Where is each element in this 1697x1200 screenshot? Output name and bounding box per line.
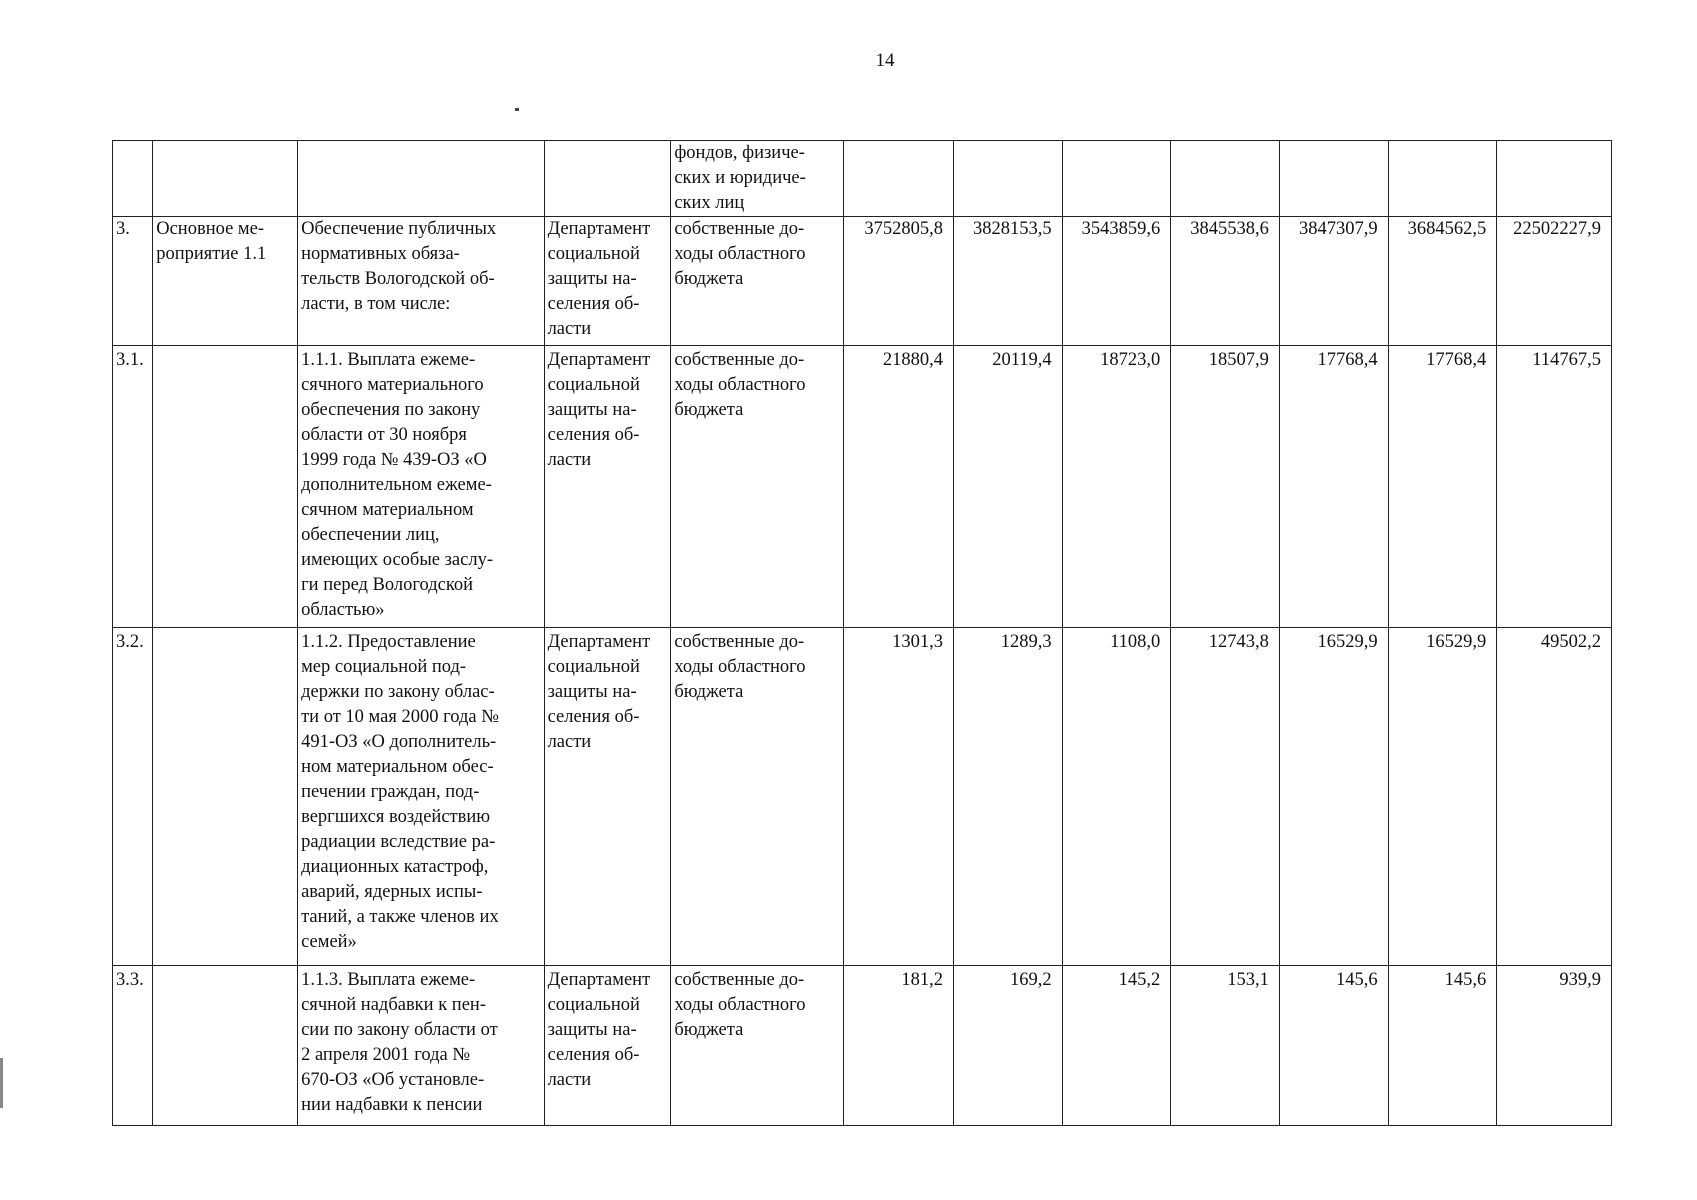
binding-mark bbox=[0, 1058, 3, 1108]
total-value-cell: 49502,2 bbox=[1497, 628, 1612, 966]
executor-cell: Департамент социальной защиты на- селения об- ласти bbox=[544, 628, 671, 966]
value-cell bbox=[954, 141, 1063, 217]
value-cell: 1289,3 bbox=[954, 628, 1063, 966]
value-cell: 181,2 bbox=[844, 966, 954, 1126]
value-cell: 145,2 bbox=[1062, 966, 1171, 1126]
program-funding-table bbox=[112, 140, 1612, 1126]
event-title-cell: 1.1.3. Выплата ежеме- сячной надбавки к пен- сии по закону области от 2 апреля 2001 года № 670-ОЗ «Об установле- нии надбавки к пенсии bbox=[298, 966, 544, 1126]
row-number-cell bbox=[113, 141, 153, 217]
value-cell: 16529,9 bbox=[1279, 628, 1388, 966]
value-cell: 3845538,6 bbox=[1171, 217, 1280, 346]
total-value-cell: 114767,5 bbox=[1497, 346, 1612, 628]
value-cell bbox=[844, 141, 954, 217]
total-value-cell bbox=[1497, 141, 1612, 217]
table-row bbox=[113, 346, 1612, 628]
value-cell: 16529,9 bbox=[1388, 628, 1497, 966]
table-row bbox=[113, 217, 1612, 346]
table-row bbox=[113, 628, 1612, 966]
funding-source-cell: фондов, физиче- ских и юридиче- ских лиц bbox=[671, 141, 844, 217]
value-cell: 169,2 bbox=[954, 966, 1063, 1126]
value-cell: 1301,3 bbox=[844, 628, 954, 966]
value-cell: 3543859,6 bbox=[1062, 217, 1171, 346]
value-cell: 20119,4 bbox=[954, 346, 1063, 628]
table-row bbox=[113, 966, 1612, 1126]
value-cell: 18507,9 bbox=[1171, 346, 1280, 628]
table-row-continuation bbox=[113, 141, 1612, 217]
value-cell bbox=[1279, 141, 1388, 217]
row-number-cell: 3.2. bbox=[113, 628, 153, 966]
funding-source-cell: собственные до- ходы областного бюджета bbox=[671, 628, 844, 966]
event-name-cell bbox=[153, 346, 298, 628]
row-number-cell: 3.3. bbox=[113, 966, 153, 1126]
event-name-cell bbox=[153, 628, 298, 966]
value-cell: 3828153,5 bbox=[954, 217, 1063, 346]
funding-source-cell: собственные до- ходы областного бюджета bbox=[671, 346, 844, 628]
event-name-cell: Основное ме- роприятие 1.1 bbox=[153, 217, 298, 346]
value-cell: 17768,4 bbox=[1279, 346, 1388, 628]
value-cell: 3684562,5 bbox=[1388, 217, 1497, 346]
value-cell: 12743,8 bbox=[1171, 628, 1280, 966]
value-cell bbox=[1388, 141, 1497, 217]
total-value-cell: 939,9 bbox=[1497, 966, 1612, 1126]
value-cell: 3752805,8 bbox=[844, 217, 954, 346]
page-number: 14 bbox=[875, 50, 895, 71]
value-cell: 18723,0 bbox=[1062, 346, 1171, 628]
value-cell: 17768,4 bbox=[1388, 346, 1497, 628]
funding-source-cell: собственные до- ходы областного бюджета bbox=[671, 966, 844, 1126]
event-title-cell: Обеспечение публичных нормативных обяза- тельств Вологодской об- ласти, в том числе: bbox=[298, 217, 544, 346]
row-number-cell: 3.1. bbox=[113, 346, 153, 628]
value-cell bbox=[1062, 141, 1171, 217]
event-title-cell bbox=[298, 141, 544, 217]
event-title-cell: 1.1.1. Выплата ежеме- сячного материального обеспечения по закону области от 30 ноября 1999 года № 439-ОЗ «О дополнительном ежеме- сячном материальном обеспечении лиц, имеющих особые заслу- ги перед Вологодской областью» bbox=[298, 346, 544, 628]
value-cell: 3847307,9 bbox=[1279, 217, 1388, 346]
value-cell: 21880,4 bbox=[844, 346, 954, 628]
executor-cell: Департамент социальной защиты на- селения об- ласти bbox=[544, 966, 671, 1126]
total-value-cell: 22502227,9 bbox=[1497, 217, 1612, 346]
event-title-cell: 1.1.2. Предоставление мер социальной под- держки по закону облас- ти от 10 мая 2000 года № 491-ОЗ «О дополнитель- ном материальном обес- печении граждан, под- вергшихся воздействию радиации вследствие ра- диационных катастроф, аварий, ядерных испы- таний, а также членов их семей» bbox=[298, 628, 544, 966]
executor-cell: Департамент социальной защиты на- селения об- ласти bbox=[544, 346, 671, 628]
value-cell bbox=[1171, 141, 1280, 217]
event-name-cell bbox=[153, 141, 298, 217]
scan-speck bbox=[515, 108, 519, 111]
executor-cell: Департамент социальной защиты на- селения об- ласти bbox=[544, 217, 671, 346]
value-cell: 145,6 bbox=[1388, 966, 1497, 1126]
event-name-cell bbox=[153, 966, 298, 1126]
row-number-cell: 3. bbox=[113, 217, 153, 346]
value-cell: 153,1 bbox=[1171, 966, 1280, 1126]
executor-cell bbox=[544, 141, 671, 217]
value-cell: 145,6 bbox=[1279, 966, 1388, 1126]
funding-source-cell: собственные до- ходы областного бюджета bbox=[671, 217, 844, 346]
value-cell: 1108,0 bbox=[1062, 628, 1171, 966]
